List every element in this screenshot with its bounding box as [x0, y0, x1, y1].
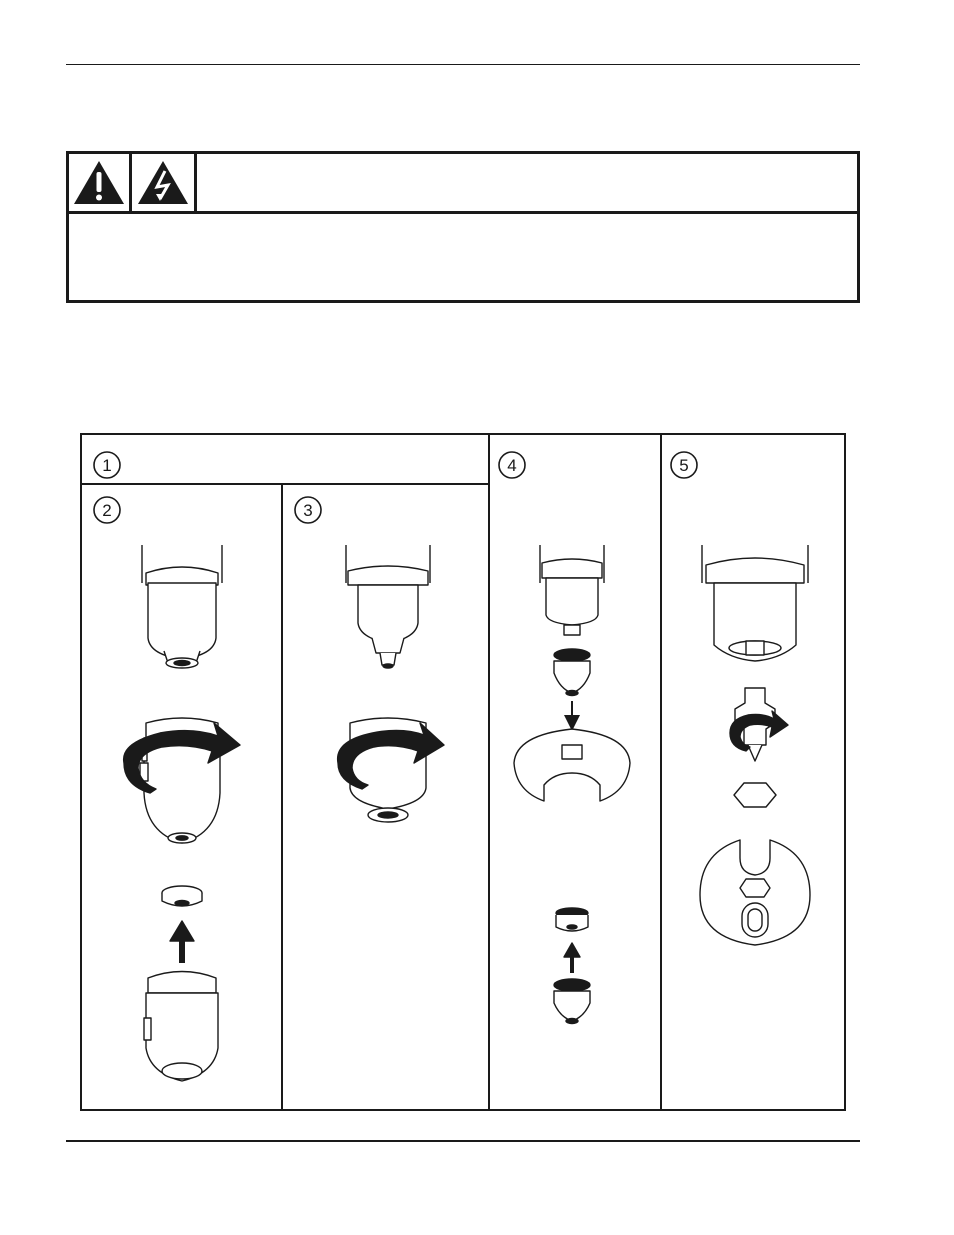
- header-rule: [66, 64, 860, 65]
- up-arrow-icon: [170, 921, 194, 963]
- open-torch-body-illustration: [702, 545, 808, 661]
- warning-triangle-icon: [69, 154, 132, 211]
- torch-with-shield-illustration: [142, 545, 222, 668]
- electrode-illustration: [554, 979, 590, 1024]
- consumables-replacement-figure: [80, 433, 846, 1111]
- warning-box: [66, 151, 860, 303]
- step-number-1: [94, 452, 120, 478]
- electric-shock-icon: [132, 154, 197, 211]
- svg-text:3: 3: [303, 501, 313, 520]
- step-number-5: [671, 452, 697, 478]
- hex-nut-icon: [734, 783, 776, 807]
- nozzle-illustration: [554, 649, 590, 696]
- svg-text:5: 5: [679, 456, 689, 475]
- step-number-4: [499, 452, 525, 478]
- svg-text:2: 2: [102, 501, 112, 520]
- step-number-3: [295, 497, 321, 523]
- nozzle-on-electrode-illustration: [556, 908, 588, 931]
- torch-body-illustration: [540, 545, 604, 635]
- up-arrow-icon: [564, 943, 580, 973]
- shield-part-illustration: [162, 886, 202, 906]
- svg-text:1: 1: [102, 456, 112, 475]
- removal-tool-illustration: [514, 729, 630, 801]
- svg-text:4: 4: [507, 456, 517, 475]
- footer-rule: [66, 1140, 860, 1142]
- step-number-2: [94, 497, 120, 523]
- warning-header: [69, 154, 857, 214]
- torch-with-retaining-cap-illustration: [346, 545, 430, 668]
- wrench-plate-illustration: [700, 840, 810, 945]
- torch-without-shield-illustration: [144, 972, 218, 1082]
